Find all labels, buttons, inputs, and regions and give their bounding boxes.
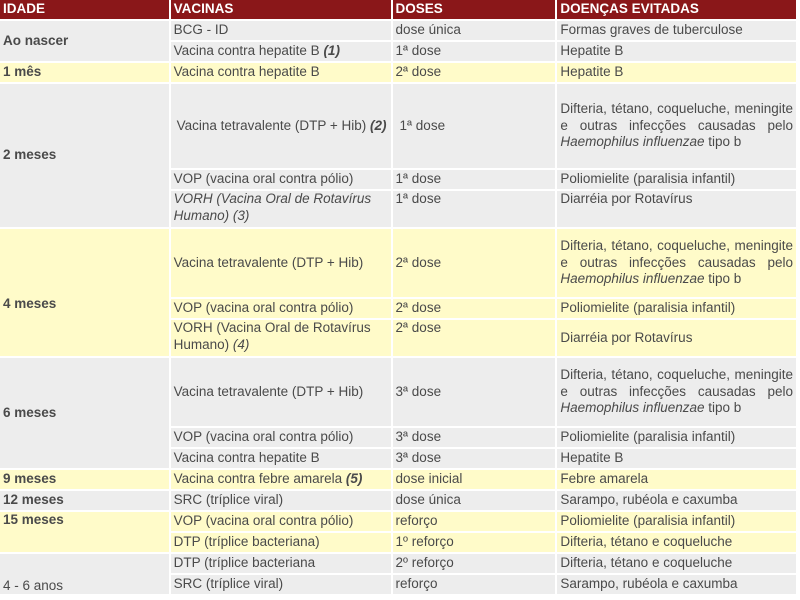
age-cell: 6 meses: [0, 358, 169, 468]
disease-cell: Hepatite B: [560, 43, 624, 59]
vaccine-name: Vacina contra hepatite B: [173, 43, 324, 59]
dose-cell: dose única: [393, 491, 556, 510]
vaccine-name: VORH (Vacina Oral de Rotavírus Humano): [173, 320, 371, 352]
vaccine-name: Vacina contra febre amarela: [173, 471, 346, 487]
disease-text-end: tipo b: [704, 271, 742, 287]
disease-cell: [557, 229, 796, 297]
dose-cell: 1ª dose: [395, 43, 442, 59]
age-cell: 2 meses: [0, 84, 169, 227]
header-vaccines: VACINAS: [171, 0, 391, 19]
disease-species: Haemophilus influenzae: [560, 134, 705, 150]
vaccine-cell: VOP (vacina oral contra pólio): [171, 170, 391, 189]
age-cell: 4 - 6 anos: [0, 554, 169, 594]
dose-cell: 2ª dose: [393, 320, 556, 356]
vaccine-cell: SRC (tríplice viral): [171, 575, 391, 594]
vaccine-cell: Vacina tetravalente (DTP + Hib): [171, 358, 391, 426]
footnote-ref: (1): [323, 43, 340, 59]
vaccine-cell: DTP (tríplice bacteriana): [171, 533, 391, 552]
disease-cell: Hepatite B: [557, 449, 796, 468]
table-row: [0, 554, 796, 573]
vaccine-cell: SRC (tríplice viral): [171, 491, 391, 510]
footnote-ref: (5): [345, 471, 363, 487]
age-cell: 15 meses: [0, 512, 169, 552]
dose-cell: reforço: [393, 575, 556, 594]
disease-text-end: tipo b: [704, 134, 742, 150]
disease-cell: Difteria, tétano e coqueluche: [557, 554, 796, 573]
disease-cell: Poliomielite (paralisia infantil): [557, 428, 796, 447]
dose-cell: 3ª dose: [393, 358, 556, 426]
dose-cell: dose única: [395, 22, 461, 38]
vaccine-cell: VOP (vacina oral contra pólio): [171, 428, 391, 447]
dose-cell: 3ª dose: [393, 449, 556, 468]
dose-cell: 1ª dose: [393, 170, 556, 189]
vaccine-cell: [171, 320, 391, 356]
disease-cell: Diarréia por Rotavírus: [557, 191, 796, 227]
vaccine-cell: Vacina contra hepatite B: [171, 63, 391, 82]
vaccine-cell: DTP (tríplice bacteriana: [171, 554, 391, 573]
disease-cell: Poliomielite (paralisia infantil): [557, 512, 796, 531]
dose-cell: 2ª dose: [393, 299, 556, 318]
disease-cell: Hepatite B: [557, 63, 796, 82]
vaccine-cell: VOP (vacina oral contra pólio): [171, 299, 391, 318]
table-row: [0, 358, 796, 426]
vaccine-cell: VOP (vacina oral contra pólio): [171, 512, 391, 531]
header-age: IDADE: [0, 0, 169, 19]
vaccine-cell: BCG - ID: [173, 22, 229, 38]
header-diseases: DOENÇAS EVITADAS: [557, 0, 796, 19]
disease-cell: Poliomielite (paralisia infantil): [557, 299, 796, 318]
disease-species: Haemophilus influenzae: [560, 271, 705, 287]
age-cell: 1 mês: [0, 63, 169, 82]
table-row: [0, 491, 796, 510]
disease-cell: [557, 358, 796, 426]
dose-cell: 2ª dose: [393, 229, 556, 297]
dose-cell: 1º reforço: [393, 533, 556, 552]
age-cell: 4 meses: [0, 229, 169, 356]
table-row: [0, 84, 796, 168]
disease-cell: Febre amarela: [557, 470, 796, 489]
table-row: [0, 21, 796, 40]
vaccine-cell: [171, 42, 391, 61]
table-row: [0, 229, 796, 297]
dose-cell: 2º reforço: [393, 554, 556, 573]
age-cell: Ao nascer: [0, 21, 169, 61]
disease-cell: [557, 84, 796, 168]
header-row: [0, 0, 796, 19]
disease-text: Difteria, tétano, coqueluche, meningite e outras infecções causadas pelo: [560, 367, 793, 399]
table-row: [0, 512, 796, 531]
dose-cell: reforço: [393, 512, 556, 531]
vaccine-cell: [171, 84, 391, 168]
footnote-ref: (4): [232, 336, 250, 352]
disease-text: Difteria, tétano, coqueluche, meningite e outras infecções causadas pelo: [560, 101, 793, 133]
disease-cell: Difteria, tétano e coqueluche: [557, 533, 796, 552]
age-cell: 12 meses: [0, 491, 169, 510]
table-row: [0, 470, 796, 489]
disease-text-end: tipo b: [704, 400, 742, 416]
disease-cell: Sarampo, rubéola e caxumba: [557, 575, 796, 594]
dose-cell: dose inicial: [393, 470, 556, 489]
vaccine-cell: Vacina tetravalente (DTP + Hib): [171, 229, 391, 297]
header-doses: DOSES: [393, 0, 556, 19]
table-row: [0, 63, 796, 82]
dose-cell: 2ª dose: [393, 63, 556, 82]
dose-cell: 1ª dose: [393, 84, 556, 168]
disease-text: Difteria, tétano, coqueluche, meningite e outras infecções causadas pelo: [560, 238, 793, 270]
vaccine-cell: Vacina contra hepatite B: [171, 449, 391, 468]
disease-species: Haemophilus influenzae: [560, 400, 705, 416]
vaccine-cell: VORH (Vacina Oral de Rotavírus Humano) (3): [171, 191, 391, 227]
disease-cell: Sarampo, rubéola e caxumba: [557, 491, 796, 510]
vaccine-cell: [171, 470, 391, 489]
disease-cell: Formas graves de tuberculose: [560, 22, 743, 38]
dose-cell: 3ª dose: [393, 428, 556, 447]
disease-cell: Poliomielite (paralisia infantil): [557, 170, 796, 189]
age-cell: 9 meses: [0, 470, 169, 489]
disease-cell: Diarréia por Rotavírus: [557, 320, 796, 356]
vaccine-name: Vacina tetravalente (DTP + Hib): [176, 117, 371, 133]
footnote-ref: (2): [370, 117, 387, 133]
dose-cell: 1ª dose: [393, 191, 556, 227]
